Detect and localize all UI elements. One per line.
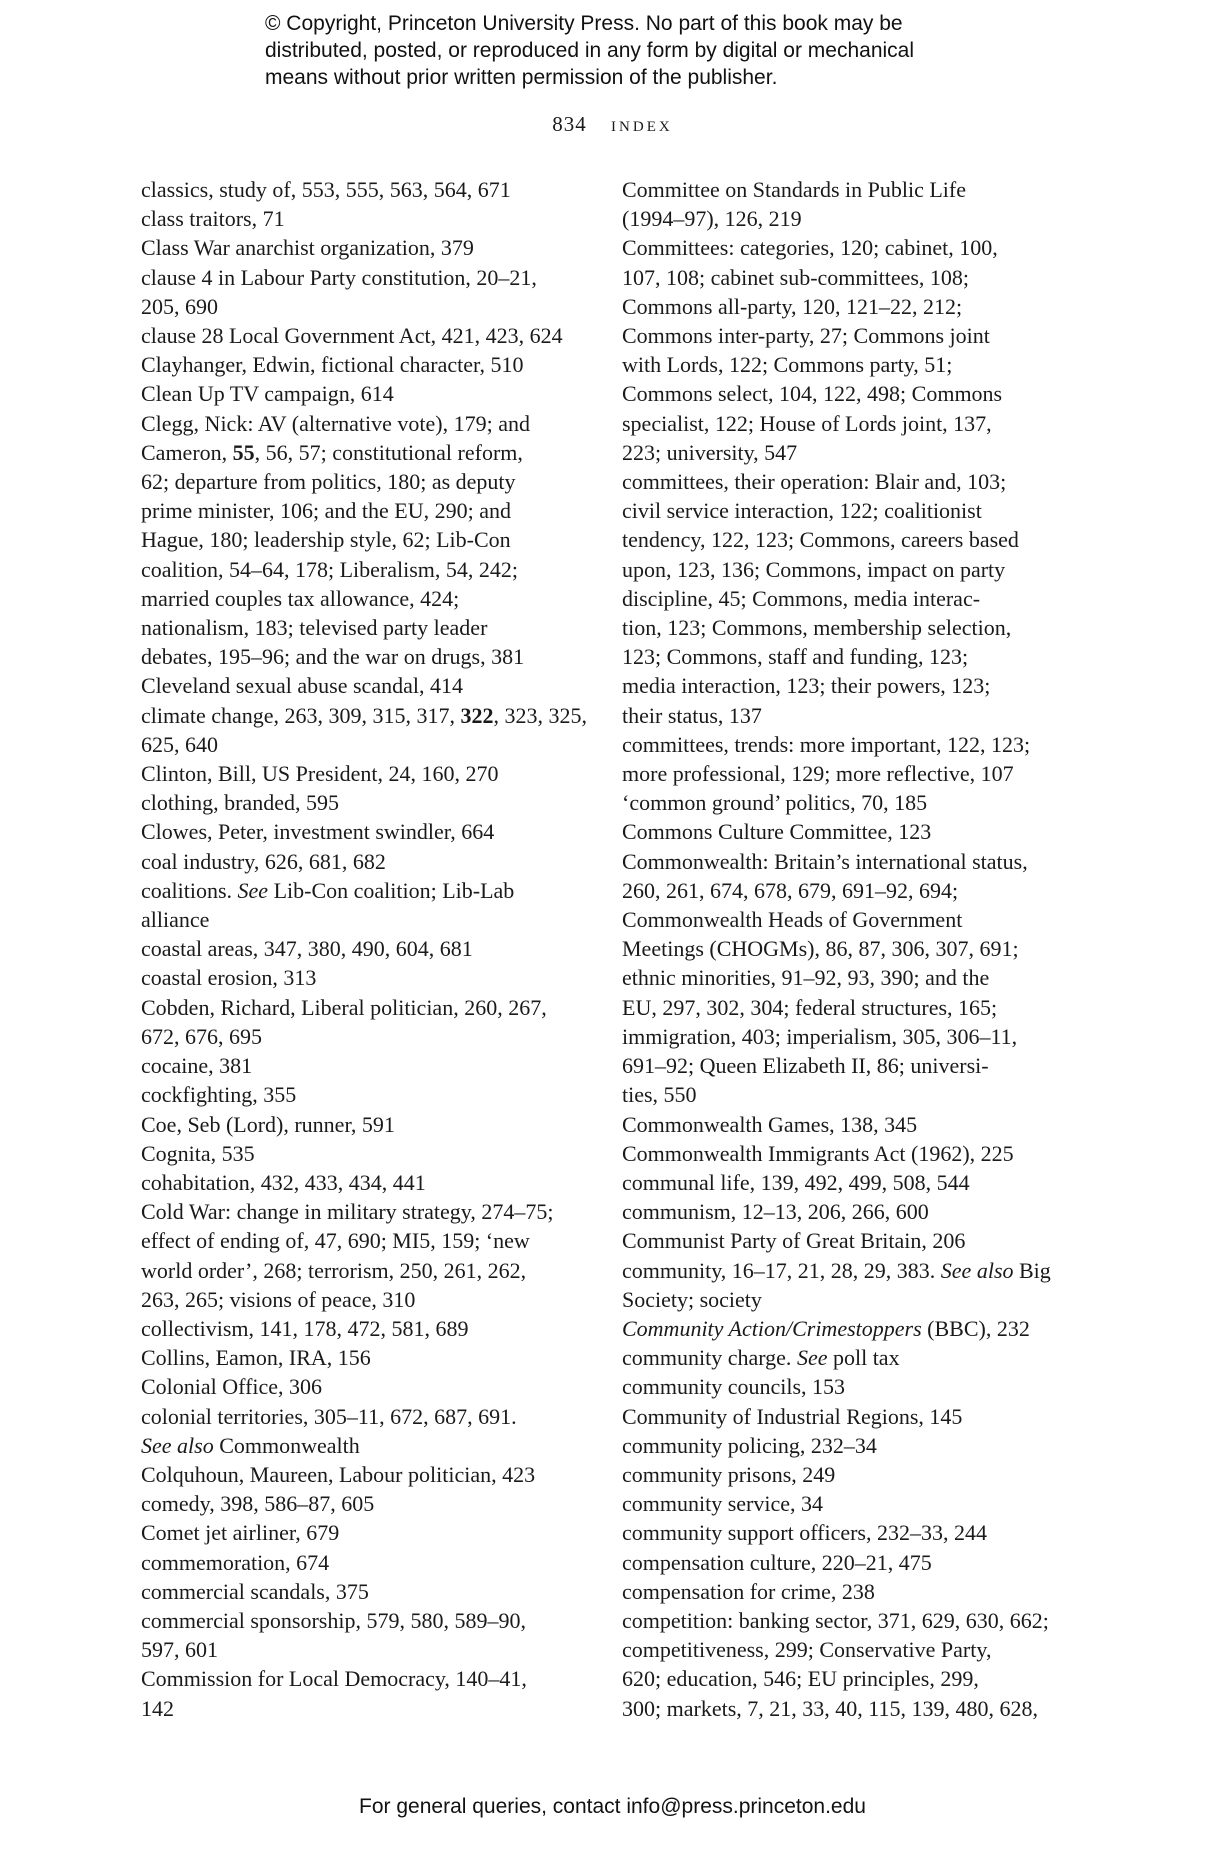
index-entry-line: Colquhoun, Maureen, Labour politician, 423 <box>141 1461 536 1487</box>
index-entry-line: specialist, 122; House of Lords joint, 137, <box>622 410 992 436</box>
index-entry-line: clause 4 in Labour Party constitution, 20–21, <box>141 264 537 290</box>
index-entry-line: 260, 261, 674, 678, 679, 691–92, 694; <box>622 877 959 903</box>
index-entry-line: coalition, 54–64, 178; Liberalism, 54, 242; <box>141 556 519 582</box>
index-entry-line: media interaction, 123; their powers, 123; <box>622 673 991 699</box>
index-entry-line: Communist Party of Great Britain, 206 <box>622 1228 966 1254</box>
index-entry-line: Commission for Local Democracy, 140–41, <box>141 1666 527 1692</box>
index-entry-line: Commonwealth Immigrants Act (1962), 225 <box>622 1140 1014 1166</box>
index-entry-line: civil service interaction, 122; coalitionist <box>622 498 982 524</box>
index-entry <box>622 1460 1062 1489</box>
copyright-line: distributed, posted, or reproduced in any form by digital or mechanical <box>265 39 915 62</box>
index-entry-line: Community of Industrial Regions, 145 <box>622 1403 963 1429</box>
index-entry-line: Clegg, Nick: AV (alternative vote), 179; and <box>141 410 530 436</box>
index-entry <box>141 175 581 204</box>
index-entry-line: community councils, 153 <box>622 1374 846 1400</box>
index-entry-line: 672, 676, 695 <box>141 1023 262 1049</box>
index-entry <box>141 1402 581 1460</box>
index-entry-line: clothing, branded, 595 <box>141 790 339 816</box>
index-entry <box>622 1314 1062 1343</box>
index-entry-line: Cameron, 55, 56, 57; constitutional reform, <box>141 439 523 465</box>
index-entry-line: Cobden, Richard, Liberal politician, 260, 267, <box>141 994 547 1020</box>
index-entry-line: with Lords, 122; Commons party, 51; <box>622 352 953 378</box>
index-entry-line: Colonial Office, 306 <box>141 1374 323 1400</box>
index-entry <box>141 1518 581 1547</box>
index-entry-line: Clayhanger, Edwin, fictional character, 510 <box>141 352 524 378</box>
index-entry-line: Cleveland sexual abuse scandal, 414 <box>141 673 463 699</box>
index-entry-line: classics, study of, 553, 555, 563, 564, 671 <box>141 177 511 202</box>
index-entry-line: class traitors, 71 <box>141 206 285 232</box>
index-entry <box>622 1197 1062 1226</box>
index-entry-line: climate change, 263, 309, 315, 317, 322, 323, 325, <box>141 702 588 728</box>
index-entry-line: committees, their operation: Blair and, 103; <box>622 469 1007 495</box>
index-entry-line: 107, 108; cabinet sub-committees, 108; <box>622 264 970 290</box>
index-entry-line: 625, 640 <box>141 731 218 757</box>
index-entry <box>141 263 581 321</box>
index-entry-line: 142 <box>141 1695 174 1721</box>
index-entry <box>622 788 1062 817</box>
index-entry <box>622 1226 1062 1255</box>
running-title: index <box>611 112 673 136</box>
index-entry <box>141 788 581 817</box>
index-entry <box>622 1372 1062 1401</box>
index-entry-line: 597, 601 <box>141 1637 218 1663</box>
index-entry <box>622 1139 1062 1168</box>
italic-text: See <box>237 877 269 903</box>
index-entry-line: Commons all-party, 120, 121–22, 212; <box>622 293 963 319</box>
index-entry-line: community support officers, 232–33, 244 <box>622 1520 987 1546</box>
index-entry <box>622 847 1062 1110</box>
index-entry-line: coastal erosion, 313 <box>141 965 317 991</box>
index-entry <box>141 321 581 350</box>
index-entry-line: community, 16–17, 21, 28, 29, 383. See also Big <box>622 1257 1051 1283</box>
index-entry <box>141 1139 581 1168</box>
index-entry <box>141 233 581 262</box>
index-entry-line: Commons Culture Committee, 123 <box>622 819 932 845</box>
index-entry-line: coal industry, 626, 681, 682 <box>141 848 386 874</box>
index-entry <box>622 467 1062 730</box>
index-entry <box>141 204 581 233</box>
index-entry-line: 205, 690 <box>141 293 218 319</box>
index-entry-line: ethnic minorities, 91–92, 93, 390; and the <box>622 965 990 991</box>
index-entry-line: ties, 550 <box>622 1082 697 1108</box>
index-entry-line: Clean Up TV campaign, 614 <box>141 381 394 407</box>
index-entry-line: collectivism, 141, 178, 472, 581, 689 <box>141 1315 469 1341</box>
index-entry-line: Commons inter-party, 27; Commons joint <box>622 323 990 349</box>
index-entry-line: immigration, 403; imperialism, 305, 306–11, <box>622 1023 1018 1049</box>
index-entry-line: Society; society <box>622 1286 762 1312</box>
index-entry-line: compensation culture, 220–21, 475 <box>622 1549 932 1575</box>
footer-contact: For general queries, contact info@press.princeton.edu <box>359 1795 866 1818</box>
index-entry-line: coalitions. See Lib-Con coalition; Lib-Lab <box>141 877 515 903</box>
index-entry <box>141 1577 581 1606</box>
index-entry <box>622 1431 1062 1460</box>
index-entry <box>141 409 581 672</box>
index-column-left <box>141 175 588 1723</box>
index-entry-line: Collins, Eamon, IRA, 156 <box>141 1345 371 1371</box>
index-entry-line: communism, 12–13, 206, 266, 600 <box>622 1199 929 1225</box>
index-entry <box>141 1168 581 1197</box>
index-entry-line: commercial sponsorship, 579, 580, 589–90, <box>141 1607 526 1633</box>
index-entry-line: Hague, 180; leadership style, 62; Lib-Con <box>141 527 511 553</box>
page-number: 834 <box>552 112 587 136</box>
index-entry-line: Clowes, Peter, investment swindler, 664 <box>141 819 495 845</box>
running-head <box>0 112 1225 137</box>
index-entry-line: Committee on Standards in Public Life <box>622 177 967 202</box>
index-entry <box>622 1110 1062 1139</box>
index-entry-line: competition: banking sector, 371, 629, 630, 662; <box>622 1607 1049 1633</box>
index-entry <box>622 1256 1062 1314</box>
index-entry <box>141 1372 581 1401</box>
index-entry <box>141 993 581 1051</box>
index-entry-line: See also Commonwealth <box>141 1432 360 1458</box>
italic-text: See also <box>940 1257 1014 1283</box>
index-entry-line: Coe, Seb (Lord), runner, 591 <box>141 1111 395 1137</box>
index-entry <box>622 1606 1062 1723</box>
index-entry-line: 62; departure from politics, 180; as deputy <box>141 469 516 495</box>
index-entry <box>141 817 581 846</box>
index-entry-line: comedy, 398, 586–87, 605 <box>141 1491 375 1517</box>
index-entry-line: Comet jet airliner, 679 <box>141 1520 340 1546</box>
copyright-line: © Copyright, Princeton University Press. No part of this book may be <box>265 12 903 35</box>
index-entry-line: compensation for crime, 238 <box>622 1578 875 1604</box>
index-entry <box>141 1197 581 1314</box>
index-entry-line: EU, 297, 302, 304; federal structures, 165; <box>622 994 998 1020</box>
index-entry <box>141 1489 581 1518</box>
index-entry <box>141 350 581 379</box>
index-entry <box>141 934 581 963</box>
index-entry-line: communal life, 139, 492, 499, 508, 544 <box>622 1169 970 1195</box>
copyright-notice <box>265 10 1025 91</box>
index-entry-line: Cold War: change in military strategy, 274–75; <box>141 1199 554 1225</box>
index-entry <box>141 1343 581 1372</box>
index-entry <box>141 671 581 700</box>
index-entry-line: married couples tax allowance, 424; <box>141 585 460 611</box>
index-entry-line: Commonwealth Heads of Government <box>622 907 963 933</box>
index-entry-line: tendency, 122, 123; Commons, careers based <box>622 527 1019 553</box>
index-entry-line: competitiveness, 299; Conservative Party, <box>622 1637 992 1663</box>
index-entry-line: Clinton, Bill, US President, 24, 160, 270 <box>141 761 499 787</box>
index-entry-line: Meetings (CHOGMs), 86, 87, 306, 307, 691; <box>622 936 1019 962</box>
index-entry <box>141 1051 581 1080</box>
index-entry-line: upon, 123, 136; Commons, impact on party <box>622 556 1006 582</box>
index-entry-line: community policing, 232–34 <box>622 1432 877 1458</box>
index-entry <box>141 1080 581 1109</box>
index-entry-line: cockfighting, 355 <box>141 1082 297 1108</box>
index-entry-line: Community Action/Crimestoppers (BBC), 232 <box>622 1315 1030 1341</box>
index-column-right <box>622 175 1062 1723</box>
index-entry <box>622 233 1062 467</box>
index-entry <box>141 1460 581 1489</box>
index-entry <box>141 379 581 408</box>
index-entry-line: 691–92; Queen Elizabeth II, 86; universi- <box>622 1053 989 1079</box>
italic-text: Community Action/Crimestoppers <box>622 1315 922 1341</box>
index-entry-line: coastal areas, 347, 380, 490, 604, 681 <box>141 936 473 962</box>
copyright-line: means without prior written permission of the publisher. <box>265 66 778 89</box>
index-entry-line: cocaine, 381 <box>141 1053 253 1079</box>
index-entry <box>141 701 588 759</box>
index-entry-line: 263, 265; visions of peace, 310 <box>141 1286 416 1312</box>
index-entry-line: 620; education, 546; EU principles, 299, <box>622 1666 979 1692</box>
index-entry <box>141 759 581 788</box>
index-entry-line: community service, 34 <box>622 1491 824 1517</box>
index-entry-line: colonial territories, 305–11, 672, 687, 691. <box>141 1403 517 1429</box>
index-entry <box>622 817 1062 846</box>
index-entry <box>141 1664 581 1722</box>
index-entry-line: debates, 195–96; and the war on drugs, 381 <box>141 644 525 670</box>
index-entry-line: 123; Commons, staff and funding, 123; <box>622 644 969 670</box>
index-entry-line: (1994–97), 126, 219 <box>622 206 802 232</box>
index-entry-line: their status, 137 <box>622 702 762 728</box>
index-entry <box>141 847 581 876</box>
index-entry <box>141 1314 581 1343</box>
index-entry-line: commemoration, 674 <box>141 1549 330 1575</box>
index-entry-line: nationalism, 183; televised party leader <box>141 615 488 641</box>
index-entry <box>141 1110 581 1139</box>
index-entry-line: community charge. See poll tax <box>622 1345 900 1371</box>
index-entry-line: prime minister, 106; and the EU, 290; and <box>141 498 511 524</box>
index-entry-line: alliance <box>141 907 210 933</box>
index-entry <box>622 175 1062 233</box>
index-entry-line: 223; university, 547 <box>622 439 798 465</box>
index-entry <box>622 1402 1062 1431</box>
index-entry <box>622 730 1062 788</box>
italic-text: See also <box>141 1432 214 1458</box>
index-entry <box>622 1548 1062 1577</box>
bold-page-ref: 322 <box>460 702 494 728</box>
bold-page-ref: 55 <box>232 439 255 465</box>
index-entry <box>622 1489 1062 1518</box>
index-entry-line: 300; markets, 7, 21, 33, 40, 115, 139, 480, 628, <box>622 1695 1038 1721</box>
index-entry-line: Class War anarchist organization, 379 <box>141 235 474 261</box>
index-entry-line: Cognita, 535 <box>141 1140 255 1166</box>
index-entry-line: Committees: categories, 120; cabinet, 100, <box>622 235 998 261</box>
index-entry-line: world order’, 268; terrorism, 250, 261, 262, <box>141 1257 527 1283</box>
index-entry-line: Commonwealth: Britain’s international status, <box>622 848 1028 874</box>
index-entry <box>141 876 581 934</box>
index-entry <box>141 1548 581 1577</box>
index-entry-line: Commonwealth Games, 138, 345 <box>622 1111 918 1137</box>
index-entry-line: committees, trends: more important, 122, 123; <box>622 731 1031 757</box>
index-entry-line: clause 28 Local Government Act, 421, 423, 624 <box>141 323 563 349</box>
index-entry-line: community prisons, 249 <box>622 1461 836 1487</box>
index-entry-line: effect of ending of, 47, 690; MI5, 159; ‘new <box>141 1228 530 1254</box>
index-entry-line: tion, 123; Commons, membership selection, <box>622 615 1012 641</box>
index-entry <box>622 1343 1062 1372</box>
index-entry-line: commercial scandals, 375 <box>141 1578 369 1604</box>
index-entry-line: more professional, 129; more reflective, 107 <box>622 761 1014 787</box>
index-entry <box>141 963 581 992</box>
italic-text: See <box>796 1345 828 1371</box>
index-entry <box>622 1518 1062 1547</box>
index-entry <box>622 1168 1062 1197</box>
index-entry <box>141 1606 581 1664</box>
index-entry <box>622 1577 1062 1606</box>
index-entry-line: ‘common ground’ politics, 70, 185 <box>622 790 928 816</box>
index-entry-line: cohabitation, 432, 433, 434, 441 <box>141 1169 426 1195</box>
index-entry-line: discipline, 45; Commons, media interac- <box>622 585 981 611</box>
index-entry-line: Commons select, 104, 122, 498; Commons <box>622 381 1003 407</box>
